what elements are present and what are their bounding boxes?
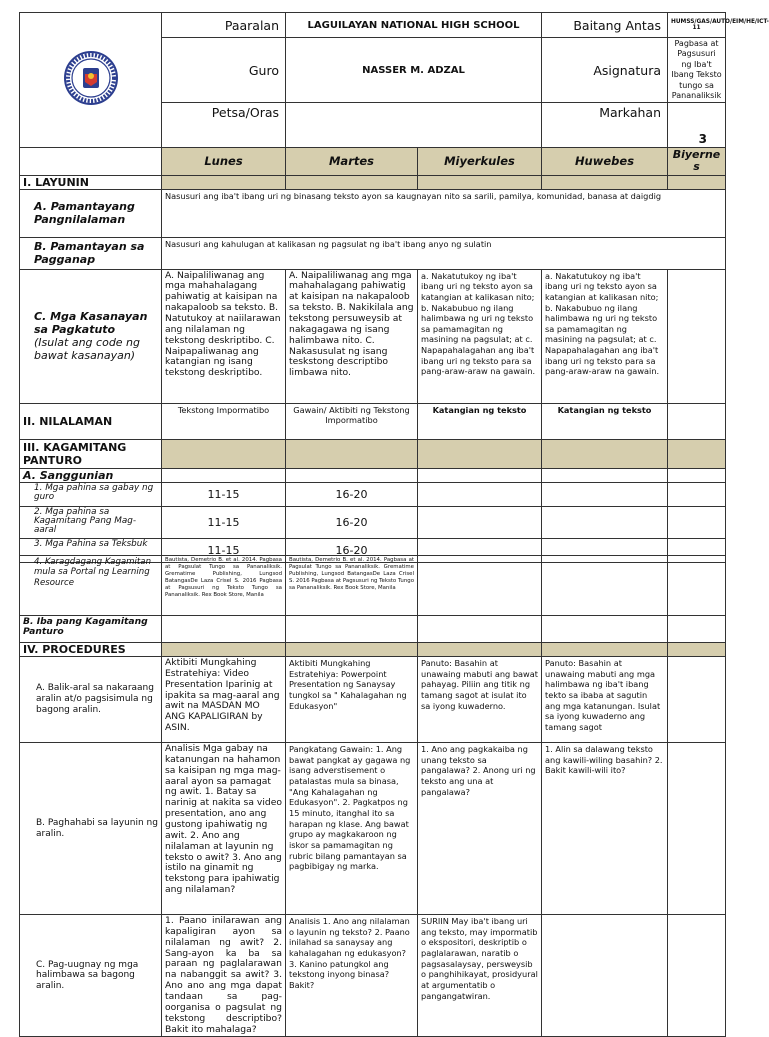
day-header-huwebes: Huwebes [542,148,668,175]
kasanayan-huwebes: a. Nakatutukoy ng iba't ibang uri ng teksto ayon sa katangian at kalikasan nito; b. Nakabubuo ng ilang halimbawa ng uri ng teksto sa pamamagitan ng masining na pagsulat; at c. Napapahalagahan ang iba't ibang uri ng teksto para sa pang-araw-araw na gawain. [542,269,668,403]
sanggunian-row-3-label: 3. Mga Pahina sa Teksbuk [20,538,162,562]
kagamitang-panturo-heading: III. KAGAMITANG PANTURO [20,439,162,468]
procedure-a-label: A. Balik-aral sa nakaraang aralin at/o pagsisimula ng bagong aralin. [20,657,162,743]
pamantayang-pangnilalaman-label: A. Pamantayang Pangnilalaman [20,189,162,237]
sanggunian-row-3-martes: 16-20 [286,538,418,562]
karagdagang-martes: Bautista, Demetrio B. et al. 2014. Pagbasa at Pagsulat Tungo sa Pananaliksik. Grematime Publishing, Lungsod BatangasDe Laza Crisel S. 2016 Pagbasa at Pagsusuri ng Teksto Tungo sa Pananaliksik. Rex Book Store, Manila [286,556,418,616]
procedures-heading: IV. PROCEDURES [20,643,162,657]
karagdagang-label: 4. Karagdagang Kagamitan mula sa Portal ng Learning Resource [20,556,162,616]
pamantayan-sa-pagganap-text: Nasusuri ang kahulugan at kalikasan ng pagsulat ng iba't ibang anyo ng sulatin [162,237,726,269]
kasanayan-title: C. Mga Kasanayan sa Pagkatuto [34,310,148,337]
karagdagang-lunes: Bautista, Demetrio B. et al. 2014. Pagbasa at Pagsulat Tungo sa Pananaliksik. Grematime Publishing, Lungsod BatangasDe Laza Crisel S. 2016 Pagbasa at Pagsusuri ng Teksto Tungo sa Pananaliksik. Rex Book Store, Manila [162,556,286,616]
nilalaman-huwebes: Katangian ng teksto [542,403,668,439]
procedure-c-label: C. Pag-uugnay ng mga halimbawa sa bagong aralin. [20,915,162,1037]
procedure-b-martes: Pangkatang Gawain: 1. Ang bawat pangkat ay gagawa ng isang adverstisement o patalastas mula sa binasa, "Ang Kahalagahan ng Edukasyon". 2. Pagkatpos ng 15 minuto, itanghal ito sa harapan ng klase. Ang bawat grupo ay magkakaroon ng iskor sa pamamagitan ng rubric bilang pamantayan sa pagbibigay ng marka. [286,743,418,915]
pamantayang-pangnilalaman-text: Nasusuri ang iba't ibang uri ng binasang teksto ayon sa kaugnayan nito sa sarili, pamilya, komunidad, banasa at daigdig [162,189,726,237]
quarter-label: Markahan [542,103,668,148]
procedure-a-miyerkules: Panuto: Basahin at unawaing mabuti ang bawat pahayag. Piliin ang titik ng tamang sagot at isulat ito sa iyong kuwaderno. [418,657,542,743]
layunin-heading: I. LAYUNIN [20,175,162,189]
day-header-martes: Martes [286,148,418,175]
school-name: LAGUILAYAN NATIONAL HIGH SCHOOL [286,13,542,38]
school-label: Paaralan [162,13,286,38]
subject-value: Pagbasa at Pagsusuri ng Iba't Ibang Teksto tungo sa Pananaliksik [668,38,726,103]
pamantayan-sa-pagganap-label: B. Pamantayan sa Pagganap [20,237,162,269]
nilalaman-lunes: Tekstong Impormatibo [162,403,286,439]
procedure-a-lunes: Aktibiti Mungkahing Estratehiya: Video Presentation Iparinig at ipakita sa mag-aaral ang awit na MASDAN MO ANG KAPALIGIRAN by ASIN. [162,657,286,743]
procedure-c-martes: Analisis 1. Ano ang nilalaman o layunin ng teksto? 2. Paano inilahad sa sanaysay ang kahalagahan ng edukasyon? 3. Kanino patungkol ang tekstong inyong binasa? Bakit? [286,915,418,1037]
lesson-plan-table-bottom [19,555,726,1037]
day-header-lunes: Lunes [162,148,286,175]
kasanayan-lunes: A. Naipaliliwanag ang mga mahahalagang pahiwatig at kaisipan na nakapaloob sa teksto. B. Natutukoy at naiilarawan ang nilalaman ng tekstong deskriptibo. C. Naipapaliwanag ang katangian ng isang tekstong deskriptibo. [162,269,286,403]
date-value [286,103,542,148]
procedure-c-lunes: 1. Paano inilarawan ang kapaligiran ayon sa nilalaman ng awit? 2. Sang-ayon ka ba sa paraan ng paglalarawan na nabanggit sa awit? 3. Ano ano ang mga dapat tandaan sa pag-oorganisa o pagsulat ng tekstong descriptibo? Bakit ito mahalaga? [162,915,286,1037]
kasanayan-miyerkules: a. Nakatutukoy ng iba't ibang uri ng teksto ayon sa katangian at kalikasan nito; b. Nakabubuo ng ilang halimbawa ng uri ng teksto sa pamamagitan ng masining na pagsulat; at c. Napapahalagahan ang iba't ibang uri ng teksto para sa pang-araw-araw na gawain. [418,269,542,403]
nilalaman-miyerkules: Katangian ng teksto [418,403,542,439]
kasanayan-martes: A. Naipaliliwanag ang mga mahahalagang pahiwatig at kaisipan na nakapaloob sa teksto. B. Nakikilala ang tekstong persuweysib at nakagagawa ng isang halimbawa nito. C. Nakasusulat ng isang teskstong descriptibo limbawa nito. [286,269,418,403]
teacher-name: NASSER M. ADZAL [286,38,542,103]
procedure-c-miyerkules: SURIIN May iba't ibang uri ang teksto, may impormatib o ekspositori, deskriptib o paglalarawan, naratib o pagsasalaysay, persweysib o panghihikayat, prosidyural at argumentatib o pangangatwiran. [418,915,542,1037]
sanggunian-row-1-label: 1. Mga pahina sa gabay ng guro [20,482,162,506]
day-header-blank [20,148,162,175]
grade-label: Baitang Antas [542,13,668,38]
day-header-biyernes: Biyernes [668,148,726,175]
quarter-value: 3 [668,103,726,148]
sanggunian-row-2-martes: 16-20 [286,506,418,538]
kasanayan-label [20,269,162,403]
kasanayan-sub: (Isulat ang code ng bawat kasanayan) [34,336,141,363]
sanggunian-row-3-lunes: 11-15 [162,538,286,562]
nilalaman-martes: Gawain/ Aktibiti ng Tekstong Impormatibo [286,403,418,439]
procedure-b-lunes: Analisis Mga gabay na katanungan na hahamon sa kaisipan ng mga mag-aaral ayon sa pamagat ng awit. 1. Batay sa narinig at nakita sa video presentation, ano ang gustong ipahiwatig ng awit. 2. Ano ang nilalaman at layunin ng teksto o awit? 3. Ano ang istilo na ginamit ng tekstong para ipahiwatig ang nilalaman? [162,743,286,915]
subject-label: Asignatura [542,38,668,103]
day-header-miyerkules: Miyerkules [418,148,542,175]
procedure-b-huwebes: 1. Alin sa dalawang teksto ang kawili-wiling basahin? 2. Bakit kawili-wili ito? [542,743,668,915]
lesson-plan-table-top [19,12,769,563]
procedure-a-martes: Aktibiti Mungkahing Estratehiya: Powerpoint Presentation ng Sanaysay tungkol sa " Kahalagahan ng Edukasyon" [286,657,418,743]
sanggunian-row-1-lunes: 11-15 [162,482,286,506]
sanggunian-row-1-martes: 16-20 [286,482,418,506]
sanggunian-heading: A. Sanggunian [20,468,162,482]
procedure-a-huwebes: Panuto: Basahin at unawaing mabuti ang mga halimbawa ng iba't ibang tekto sa ibaba at sagutin ang mga katanungan. Isulat sa iyong kuwaderno ang tamang sagot [542,657,668,743]
grade-value: HUMSS/GAS/AUTO/EIM/HE/ICT-11 [668,13,726,38]
sanggunian-row-2-label: 2. Mga pahina sa Kagamitang Pang Mag-aaral [20,506,162,538]
teacher-label: Guro [162,38,286,103]
sanggunian-row-2-lunes: 11-15 [162,506,286,538]
procedure-b-label: B. Paghahabi sa layunin ng aralin. [20,743,162,915]
deped-seal-logo [20,13,162,148]
procedure-b-miyerkules: 1. Ano ang pagkakaiba ng unang teksto sa pangalawa? 2. Anong uri ng teksto ang una at pangalawa? [418,743,542,915]
date-label: Petsa/Oras [162,103,286,148]
iba-pang-kagamitang-label: B. Iba pang Kagamitang Panturo [20,616,162,643]
nilalaman-label: II. NILALAMAN [20,403,162,439]
